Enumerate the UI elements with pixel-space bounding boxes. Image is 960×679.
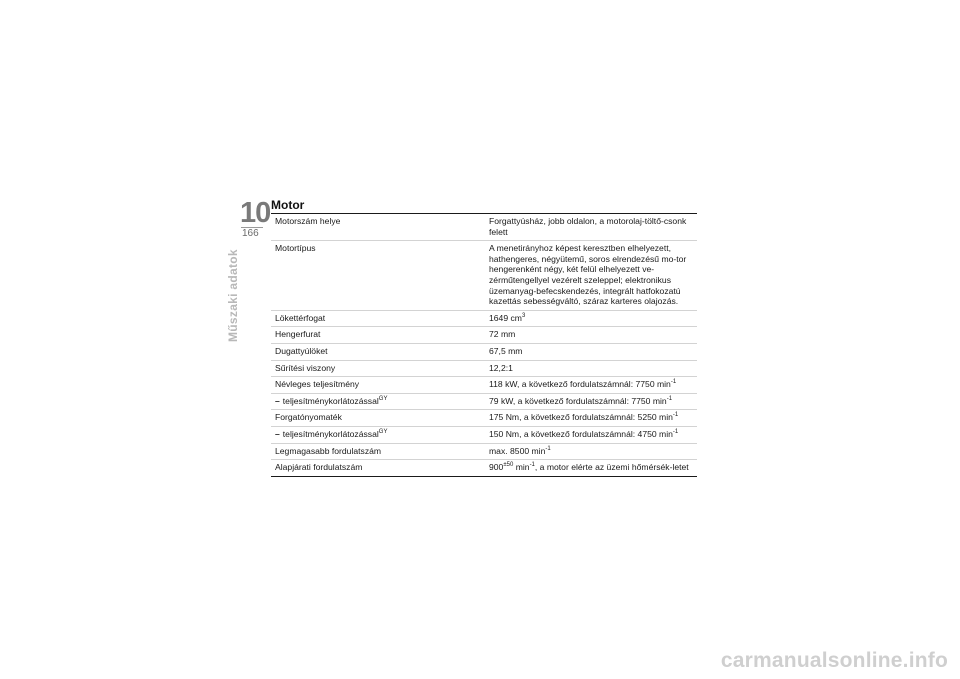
spec-label: Névleges teljesítmény [271, 377, 489, 394]
table-row [271, 241, 697, 311]
table-row [271, 426, 697, 443]
spec-label: Motortípus [271, 241, 489, 311]
spec-label: – teljesítménykorlátozással$^{GY}$ [271, 426, 489, 443]
table-row [271, 343, 697, 360]
chapter-side-title: Műszaki adatok [226, 249, 240, 342]
spec-label: Dugattyúlöket [271, 343, 489, 360]
spec-label: Lökettérfogat [271, 310, 489, 327]
table-row [271, 410, 697, 427]
spec-value: 175 Nm, a következő fordulatszámnál: 5250 $\min^{-1}$ [489, 410, 697, 427]
table-row [271, 377, 697, 394]
spec-value: 72 mm [489, 327, 697, 344]
table-row [271, 214, 697, 241]
watermark: carmanualsonline.info [720, 649, 948, 672]
section-title: Motor [271, 198, 305, 212]
table-row [271, 460, 697, 477]
page-number: 166 [242, 228, 259, 239]
spec-label: Motorszám helye [271, 214, 489, 241]
spec-label: Sűrítési viszony [271, 360, 489, 377]
spec-value: 12,2:1 [489, 360, 697, 377]
spec-value: Forgattyúsház, jobb oldalon, a motorolaj-töltő-csonk felett [489, 214, 697, 241]
spec-label: Forgatónyomaték [271, 410, 489, 427]
spec-label: Legmagasabb fordulatszám [271, 443, 489, 460]
spec-value: 150 Nm, a következő fordulatszámnál: 4750 $\min^{-1}$ [489, 426, 697, 443]
dash-marker: – [275, 395, 280, 406]
spec-value: 1649 $cm^3$ [489, 310, 697, 327]
table-row [271, 393, 697, 410]
table-row [271, 360, 697, 377]
table-row [271, 327, 697, 344]
spec-value: max. 8500 $\min^{-1}$ [489, 443, 697, 460]
spec-value: A menetirányhoz képest keresztben elhelyezett, hathengeres, négyütemű, soros elrendezésű mo-tor hengerenként négy, két felül elhelyezett ve-zérműtengellyel vezérelt szeleppel; elektronikus üzemanyag-befecskendezés, integrált hatfokozatú kazettás sebességváltó, száraz karteres olajozás. [489, 241, 697, 311]
spec-value: 118 kW, a következő fordulatszámnál: 7750 $\min^{-1}$ [489, 377, 697, 394]
spec-label: – teljesítménykorlátozással$^{GY}$ [271, 393, 489, 410]
spec-value: $900^{\pm 50}$ $\min^{-1}$, a motor elérte az üzemi hőmérsék-letet [489, 460, 697, 477]
spec-value: 79 kW, a következő fordulatszámnál: 7750 $\min^{-1}$ [489, 393, 697, 410]
spec-label: Hengerfurat [271, 327, 489, 344]
spec-value: 67,5 mm [489, 343, 697, 360]
spec-label: Alapjárati fordulatszám [271, 460, 489, 477]
chapter-number: 10 [240, 197, 271, 229]
table-row [271, 310, 697, 327]
engine-spec-table [271, 213, 697, 477]
table-row [271, 443, 697, 460]
dash-marker: – [275, 428, 280, 439]
